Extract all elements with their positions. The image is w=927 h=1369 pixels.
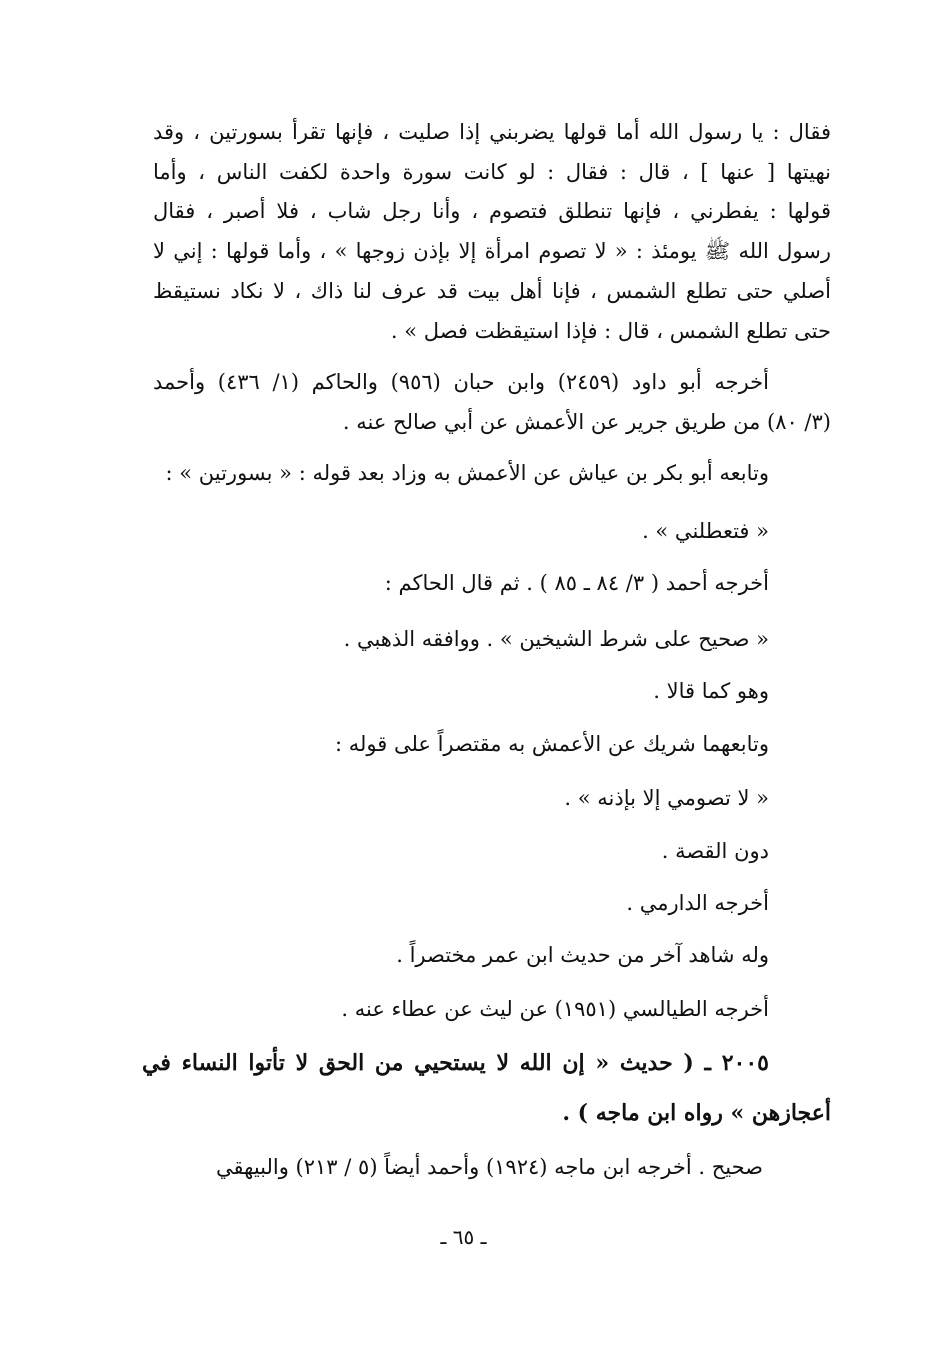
text-line: (٣/ ٨٠) من طريق جرير عن الأعمش عن أبي صالح عنه . [342,410,831,434]
text-line: وتابعهما شريك عن الأعمش به مقتصراً على قوله : [334,732,769,756]
text-line: « لا تصومي إلا بإذنه » . [564,786,769,810]
page-number: ـ ٦٥ ـ [440,1225,487,1249]
text-line: وتابعه أبو بكر بن عياش عن الأعمش به وزاد بعد قوله : « بسورتين » : [165,461,769,485]
text-line: وهو كما قالا . [653,679,769,703]
text-line: أخرجه الدارمي . [626,891,769,915]
text-line: رسول الله ﷺ يومئذ : « لا تصوم امرأة إلا بإذن زوجها » ، وأما قولها : إني لا [153,239,831,263]
text-line: وله شاهد آخر من حديث ابن عمر مختصراً . [396,943,769,967]
hadith-heading: أعجازهن » رواه ابن ماجه ) . [562,1100,831,1126]
text-line: صحيح . أخرجه ابن ماجه (١٩٢٤) وأحمد أيضاً (٥ / ٢١٣) والبيهقي [216,1155,763,1179]
text-line: فقال : يا رسول الله أما قولها يضربني إذا صليت ، فإنها تقرأ بسورتين ، وقد [153,120,831,144]
text-line: قولها : يفطرني ، فإنها تنطلق فتصوم ، وأنا رجل شاب ، فلا أصبر ، فقال [153,199,831,223]
text-line: دون القصة . [661,839,769,863]
text-line: أخرجه الطيالسي (١٩٥١) عن ليث عن عطاء عنه . [341,997,769,1021]
text-line: « فتعطلني » . [642,519,769,543]
hadith-heading: ٢٠٠٥ ـ ( حديث « إن الله لا يستحيي من الحق لا تأتوا النساء في [142,1050,769,1076]
text-line: أصلي حتى تطلع الشمس ، فإنا أهل بيت قد عرف لنا ذاك ، لا نكاد نستيقظ [153,279,831,303]
text-line: أخرجه أحمد ( ٣/ ٨٤ ـ ٨٥ ) . ثم قال الحاكم : [384,571,769,595]
text-line: نهيتها [ عنها ] ، قال : فقال : لو كانت سورة واحدة لكفت الناس ، وأما [153,160,831,184]
text-line: أخرجه أبو داود (٢٤٥٩) وابن حبان (٩٥٦) والحاكم (١/ ٤٣٦) وأحمد [153,370,769,394]
text-line: « صحيح على شرط الشيخين » . ووافقه الذهبي . [343,627,769,651]
text-line: حتى تطلع الشمس ، قال : فإذا استيقظت فصل » . [390,319,831,343]
